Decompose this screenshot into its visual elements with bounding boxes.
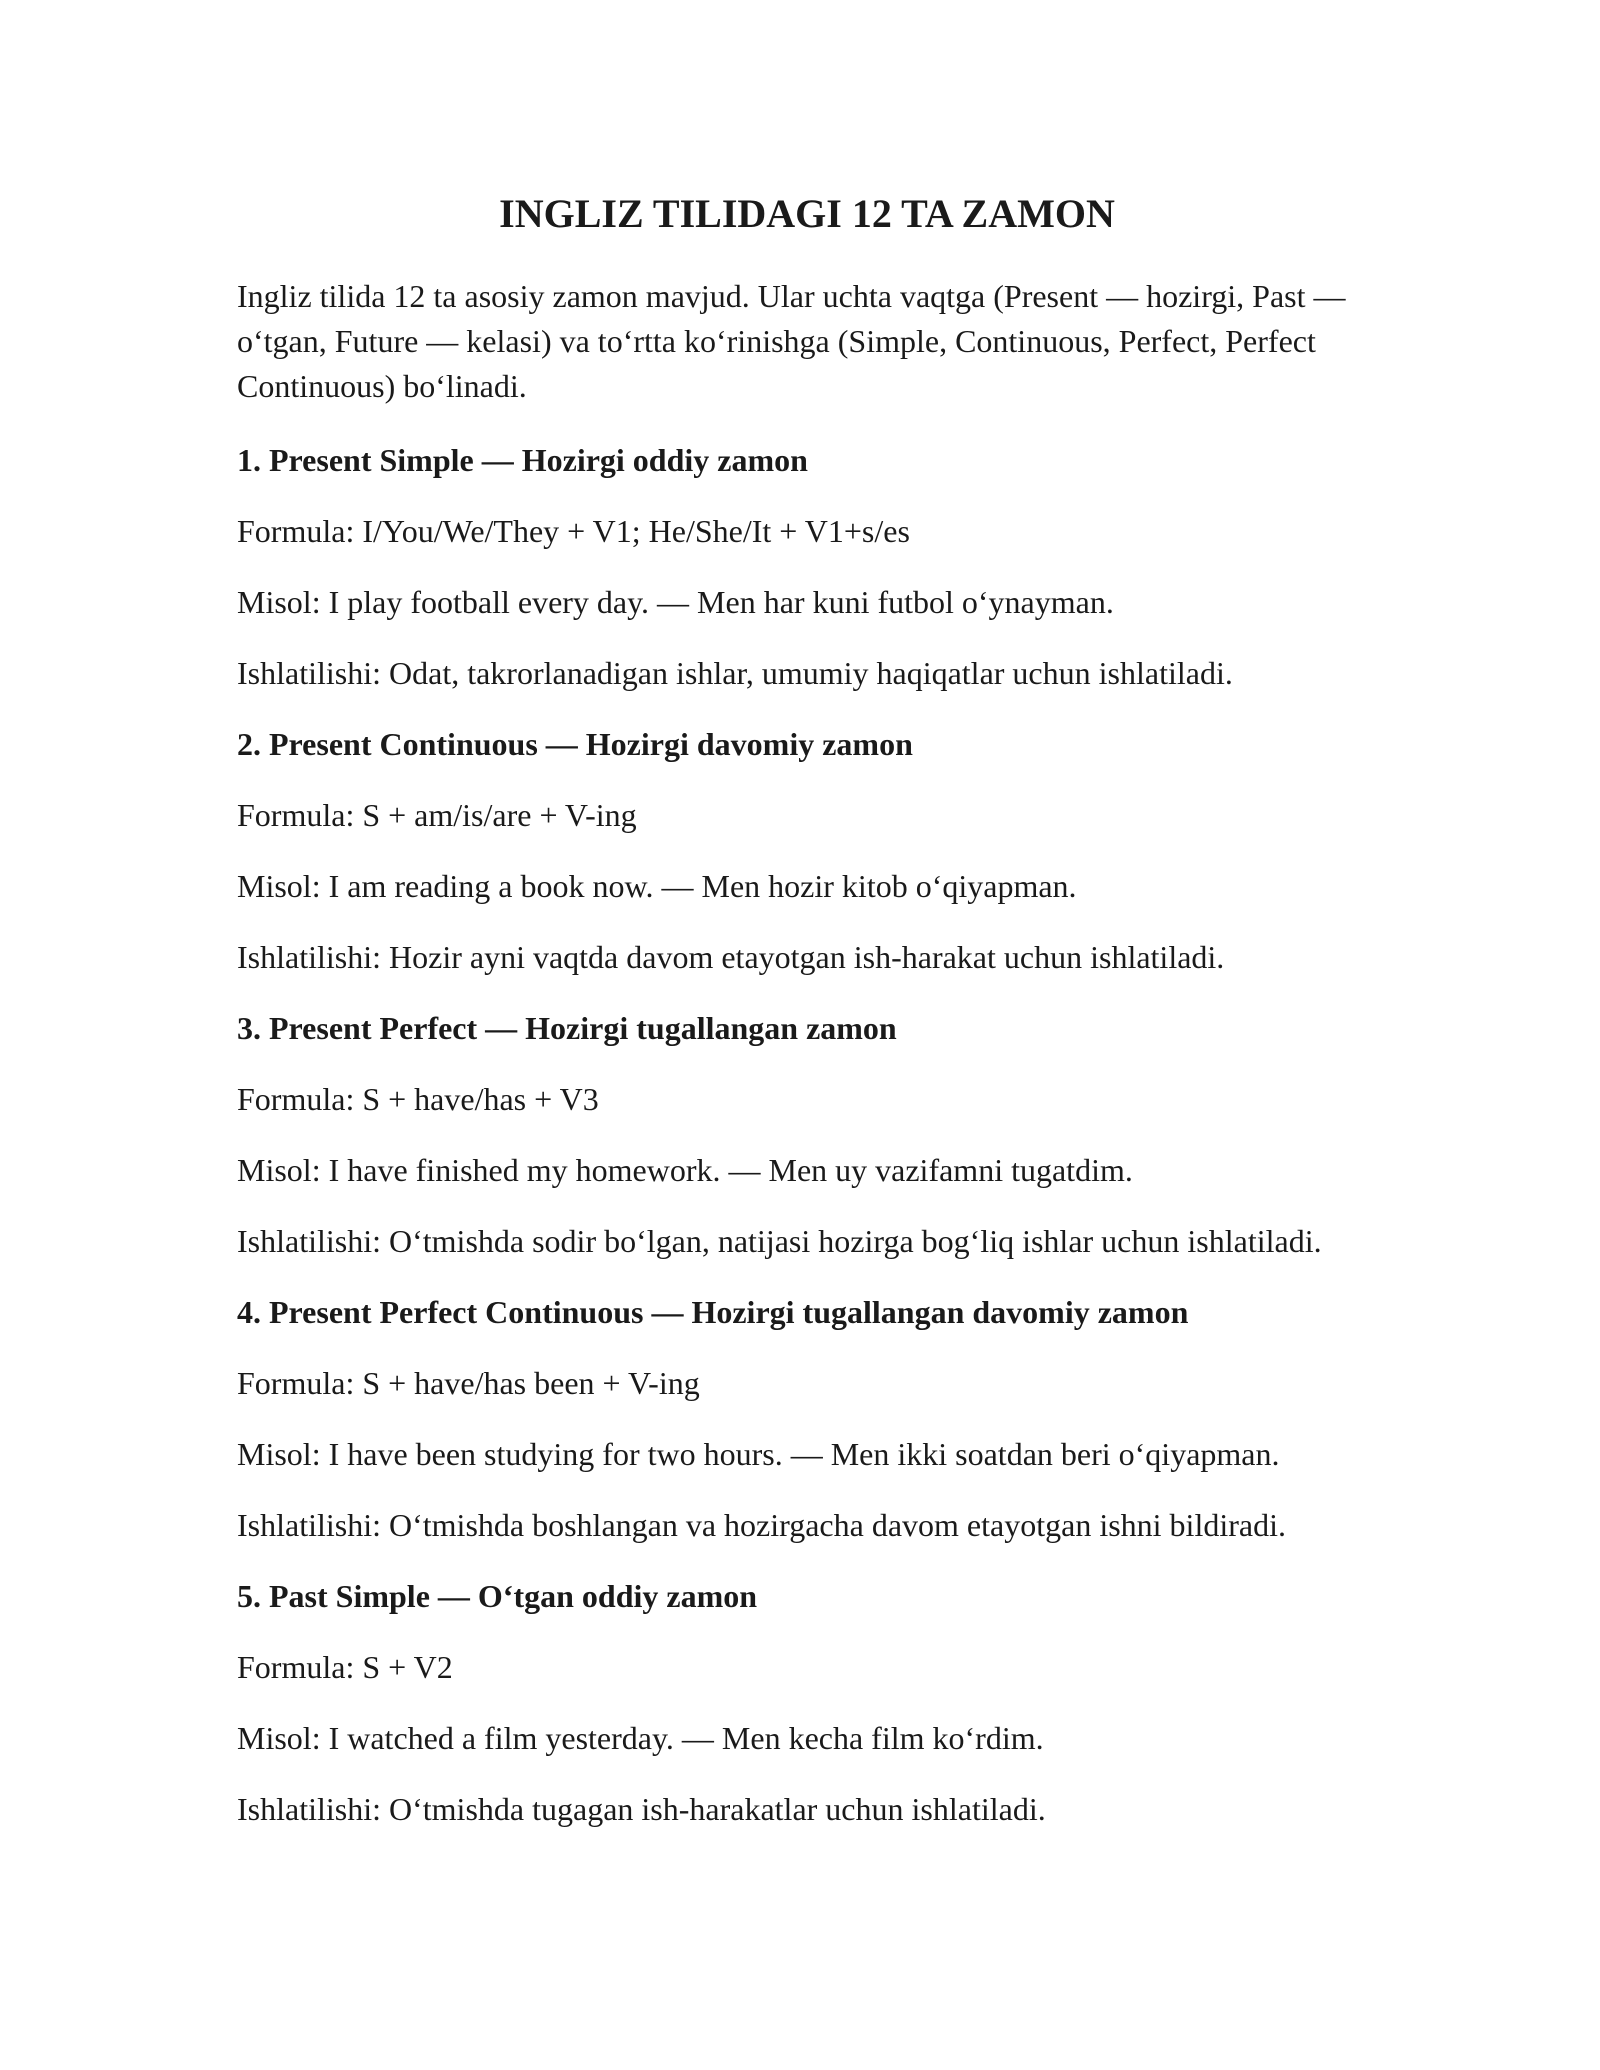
example-text: Misol: I watched a film yesterday. — Men kecha film ko‘rdim. — [237, 1720, 1044, 1756]
tense-section-past-simple — [237, 1574, 1367, 1832]
tense-section-present-perfect-continuous — [237, 1290, 1367, 1548]
formula-text: Formula: S + am/is/are + V-ing — [237, 797, 637, 833]
example-text: Misol: I have been studying for two hours. — Men ikki soatdan beri o‘qiyapman. — [237, 1436, 1280, 1472]
document-page — [237, 188, 1367, 1858]
section-heading: 2. Present Continuous — Hozirgi davomiy zamon — [237, 726, 913, 762]
example-text: Misol: I am reading a book now. — Men hozir kitob o‘qiyapman. — [237, 868, 1077, 904]
tense-section-present-simple — [237, 438, 1367, 696]
document-title: INGLIZ TILIDAGI 12 TA ZAMON — [499, 191, 1115, 236]
usage-text: Ishlatilishi: O‘tmishda sodir bo‘lgan, natijasi hozirga bog‘liq ishlar uchun ishlatiladi. — [237, 1223, 1322, 1259]
formula-text: Formula: S + V2 — [237, 1649, 453, 1685]
tense-section-present-perfect — [237, 1006, 1367, 1264]
section-heading: 3. Present Perfect — Hozirgi tugallangan zamon — [237, 1010, 897, 1046]
example-text: Misol: I play football every day. — Men har kuni futbol o‘ynayman. — [237, 584, 1114, 620]
formula-text: Formula: S + have/has + V3 — [237, 1081, 599, 1117]
usage-text: Ishlatilishi: Odat, takrorlanadigan ishlar, umumiy haqiqatlar uchun ishlatiladi. — [237, 655, 1233, 691]
usage-text: Ishlatilishi: Hozir ayni vaqtda davom etayotgan ish-harakat uchun ishlatiladi. — [237, 939, 1225, 975]
usage-text: Ishlatilishi: O‘tmishda tugagan ish-harakatlar uchun ishlatiladi. — [237, 1791, 1046, 1827]
usage-text: Ishlatilishi: O‘tmishda boshlangan va hozirgacha davom etayotgan ishni bildiradi. — [237, 1507, 1286, 1543]
formula-text: Formula: S + have/has been + V-ing — [237, 1365, 700, 1401]
section-heading: 5. Past Simple — O‘tgan oddiy zamon — [237, 1578, 758, 1614]
formula-text: Formula: I/You/We/They + V1; He/She/It + V1+s/es — [237, 513, 910, 549]
tense-section-present-continuous — [237, 722, 1367, 980]
section-heading: 1. Present Simple — Hozirgi oddiy zamon — [237, 442, 808, 478]
intro-paragraph: Ingliz tilida 12 ta asosiy zamon mavjud. Ular uchta vaqtga (Present — hozirgi, Past — o‘tgan, Future — kelasi) va to‘rtta ko‘rinishga (Simple, Continuous, Perfect, Perfect Continuous) bo‘linadi. — [237, 278, 1346, 404]
section-heading: 4. Present Perfect Continuous — Hozirgi tugallangan davomiy zamon — [237, 1294, 1189, 1330]
example-text: Misol: I have finished my homework. — Men uy vazifamni tugatdim. — [237, 1152, 1133, 1188]
